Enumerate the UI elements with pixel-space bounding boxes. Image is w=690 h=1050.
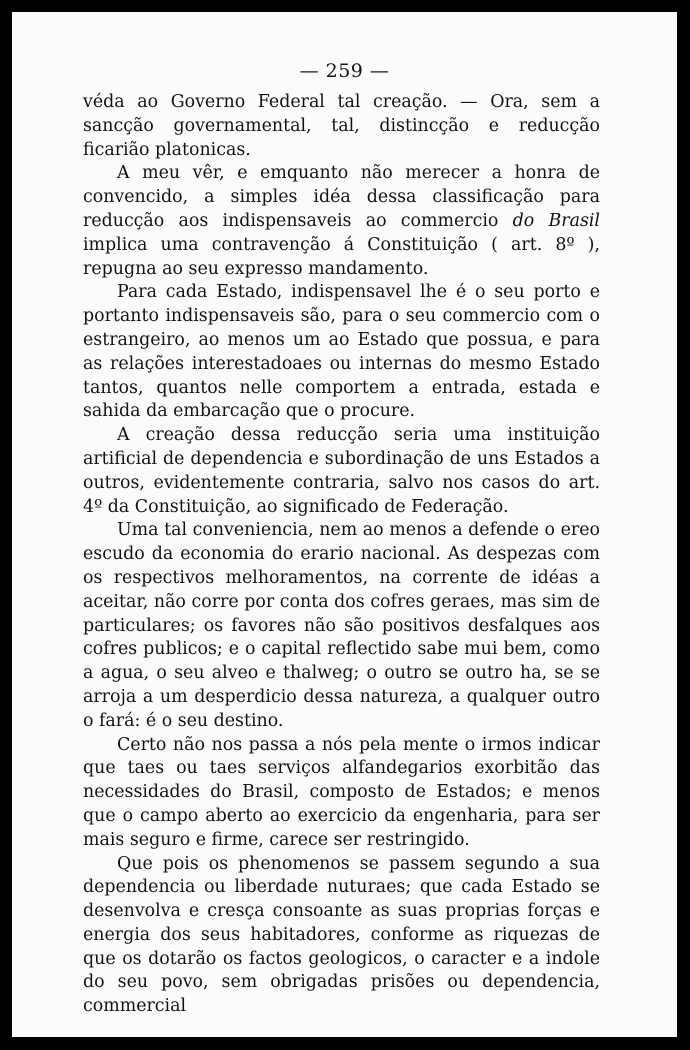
paragraph-3: Para cada Estado, indispensavel lhe é o seu porto e portanto indispensaveis são, para o seu commercio com o estrangeiro, ao menos um ao Estado que possua, e para as relações interestadoaes ou internas do mesmo Estado tantos, quantos nelle comportem a entrada, estada e sahida da embarcação que o procure.	[83, 282, 600, 422]
paragraph-2-emphasis: do Brasil	[512, 210, 600, 231]
paragraph-4: A creação dessa reducção seria uma instituição artificial de dependencia e subordinação de uns Estados a outros, evidentemente contraria, salvo nos casos do art. 4º da Constituição, ao significado de Federação.	[83, 425, 600, 517]
paragraph-5: Uma tal conveniencia, nem ao menos a defende o ereo escudo da economia do erario nacional. As despezas com os respectivos melhoramentos, na corrente de idéas a aceitar, não corre por conta dos cofres geraes, mas sim de particulares; os favores não são positivos desfalques aos cofres publicos; e o capital reflectido sabe mui bem, como a agua, o seu alveo e thalweg; o outro se outro ha, se se arroja a um desperdicio dessa natureza, a qualquer outro o fará: é o seu destino.	[83, 520, 600, 731]
paragraph-2	[83, 162, 600, 281]
paragraph-2-before: A meu vêr, e emquanto não merecer a honra de convencido, a simples idéa dessa classificação para reducção aos indispensaveis ao commercio	[83, 163, 600, 231]
body-text	[83, 91, 600, 1019]
book-page	[12, 12, 677, 1037]
paragraph-7: Que pois os phenomenos se passem segundo a sua dependencia ou liberdade nuturaes; que cada Estado se desenvolva e cresça consoante as suas proprias forças e energia dos seus habitadores, conforme as riquezas de que os dotarão os factos geologicos, o caracter e a indole do seu povo, sem obrigadas prisões ou dependencia, commercial	[83, 853, 600, 1017]
paragraph-6: Certo não nos passa a nós pela mente o irmos indicar que taes ou taes serviços alfandegarios exorbitão das necessidades do Brasil, composto de Estados; e menos que o campo aberto ao exercicio da engenharia, para ser mais seguro e firme, carece ser restringido.	[83, 734, 600, 850]
paragraph-1: véda ao Governo Federal tal creação. — Ora, sem a sancção governamental, tal, distincção e reducção ficarião platonicas.	[83, 92, 600, 160]
page-number: — 259 —	[299, 60, 390, 82]
paragraph-2-after: implica uma contravenção á Constituição ( art. 8º ), repugna ao seu expresso mandamento.	[83, 234, 600, 279]
